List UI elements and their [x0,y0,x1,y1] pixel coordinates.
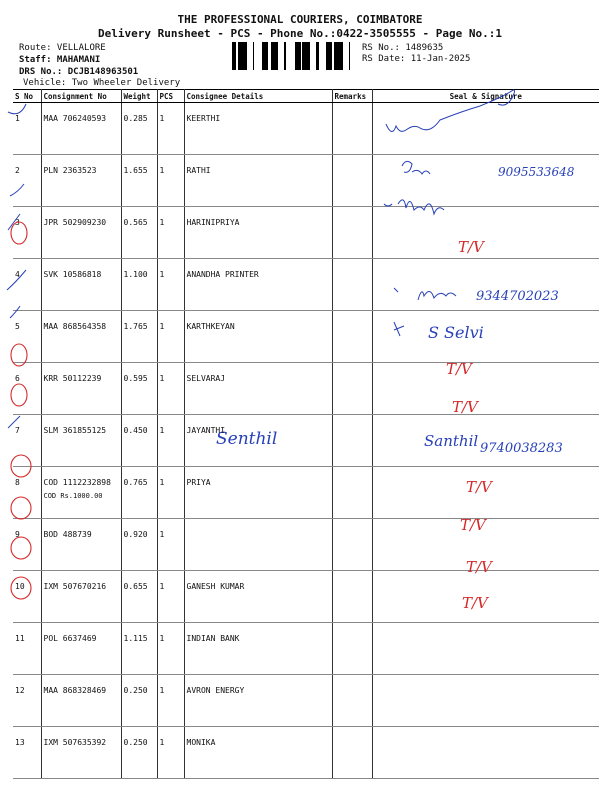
row-pcs [157,519,184,571]
row-weight [121,363,157,415]
row-consignment [41,571,121,623]
col-remarks: Remarks [332,90,372,103]
row-weight-text: 0.450 [123,426,148,435]
row-remarks [332,207,372,259]
route: Route: VELLALORE [19,43,106,53]
table-row [13,519,599,571]
row-weight-text: 0.250 [123,738,148,747]
row-consignment-text: MAA 868564358 [43,322,107,331]
row-consignee [184,155,332,207]
row-consignee-text: AVRON ENERGY [186,686,245,695]
row-consignee-text: JAYANTHI [186,426,226,435]
row-remarks [332,467,372,519]
row-consignee [184,675,332,727]
table-row [13,155,599,207]
row-sno-text: 2 [15,166,20,175]
row-signature [372,103,599,155]
row-weight-text: 1.655 [123,166,148,175]
row-pcs-text: 1 [159,114,165,123]
row-signature [372,727,599,779]
row-consignee [184,519,332,571]
row-pcs-text: 1 [159,582,165,591]
row-weight-text: 0.595 [123,374,148,383]
drs-number: DRS No.: DCJB148963501 [19,67,139,77]
table-row [13,311,599,363]
row-weight-text: 1.765 [123,322,148,331]
row-consignment [41,363,121,415]
vehicle: Vehicle: Two Wheeler Delivery [23,78,181,88]
row-sno [13,103,41,155]
row-consignee-text: SELVARAJ [186,374,226,383]
row-weight-text: 0.765 [123,478,148,487]
row-remarks [332,311,372,363]
tiv-mark: T/V [462,594,488,612]
row9-name: Santhil [424,432,479,450]
runsheet-table [13,89,599,779]
row-weight [121,415,157,467]
row-consignee-text: RATHI [186,166,211,175]
row-weight-text: 1.100 [123,270,148,279]
row-consignment-text: MAA 868328469 [43,686,107,695]
row-sno [13,519,41,571]
row-sno-text: 4 [15,270,20,279]
col-sno: S No [13,90,41,103]
row-signature [372,311,599,363]
table-row [13,623,599,675]
barcode [232,42,354,70]
col-weight: Weight [121,90,157,103]
row-consignment-text: SLM 361855125 [43,426,107,435]
row9-phone: 9740038283 [480,441,563,456]
row-weight [121,259,157,311]
row-consignment [41,311,121,363]
rs-number: RS No.: 1489635 [362,43,444,53]
row-pcs [157,311,184,363]
row-sno-text: 1 [15,114,20,123]
row-remarks [332,103,372,155]
table-row [13,415,599,467]
row-sno-text: 5 [15,322,20,331]
row-weight-text: 0.920 [123,530,148,539]
row-consignment-text: POL 6637469 [43,634,97,643]
row-signature [372,415,599,467]
row-consignee-text: INDIAN BANK [186,634,240,643]
row-consignee [184,727,332,779]
row-consignee [184,207,332,259]
row-sno [13,623,41,675]
row-pcs-text: 1 [159,374,165,383]
row-pcs-text: 1 [159,322,165,331]
row-consignment-text: KRR 50112239 [43,374,102,383]
row-consignment-text: IXM 507635392 [43,738,107,747]
tiv-mark: T/V [460,516,486,534]
row-pcs-text: 1 [159,634,165,643]
tiv-mark: T/V [466,478,492,496]
row-remarks [332,519,372,571]
table-row [13,259,599,311]
row-consignment-text: JPR 502909230 [43,218,107,227]
row-consignee-text: HARINIPRIYA [186,218,240,227]
row-signature [372,571,599,623]
row-remarks [332,259,372,311]
row-consignee [184,415,332,467]
row-consignee-text: PRIYA [186,478,211,487]
table-row [13,467,599,519]
row-sno-text: 7 [15,426,20,435]
row-remarks [332,571,372,623]
row-signature [372,519,599,571]
row-pcs [157,207,184,259]
row-sno-text: 12 [15,686,25,695]
row-sno [13,155,41,207]
col-signature: Seal & Signature [372,90,599,103]
row-consignment [41,675,121,727]
rs-date: RS Date: 11-Jan-2025 [362,54,471,64]
row-sno-text: 13 [15,738,25,747]
row-weight [121,207,157,259]
row-consignee [184,259,332,311]
row-consignee [184,311,332,363]
row-consignment-text: IXM 507670216 [43,582,107,591]
table-row [13,571,599,623]
row-consignment [41,103,121,155]
row-pcs-text: 1 [159,738,165,747]
row-sno [13,311,41,363]
row-remarks [332,415,372,467]
staff: Staff: MAHAMANI [19,55,101,65]
row-consignment-text: SVK 10586818 [43,270,102,279]
row-consignee-text: GANESH KUMAR [186,582,245,591]
row-pcs-text: 1 [159,686,165,695]
tiv-mark: T/V [466,558,492,576]
row-consignment-text: PLN 2363523 [43,166,97,175]
row-sno [13,727,41,779]
row-signature [372,623,599,675]
row-pcs [157,623,184,675]
row-weight-text: 0.655 [123,582,148,591]
row-weight-text: 0.285 [123,114,148,123]
row-sno-text: 3 [15,218,20,227]
row-weight [121,155,157,207]
row2-phone: 9095533648 [498,165,575,179]
table-row [13,103,599,155]
row-pcs [157,155,184,207]
row-remarks [332,675,372,727]
row-sno [13,571,41,623]
row-weight [121,103,157,155]
cod-amount: COD Rs.1000.00 [43,492,103,500]
row-pcs-text: 1 [159,530,165,539]
row-weight-text: 0.565 [123,218,148,227]
row-consignment [41,623,121,675]
row-signature [372,207,599,259]
row-sno-text: 9 [15,530,20,539]
row-weight-text: 1.115 [123,634,148,643]
row-consignment [41,519,121,571]
row-consignment [41,727,121,779]
col-consignment: Consignment No [41,90,121,103]
row-pcs-text: 1 [159,218,165,227]
row-consignee-text: ANANDHA PRINTER [186,270,259,279]
row-signature [372,155,599,207]
row-consignment [41,467,121,519]
row-consignment [41,259,121,311]
row-remarks [332,155,372,207]
table-row [13,363,599,415]
row-sno-text: 10 [15,582,25,591]
row-consignee [184,623,332,675]
row-pcs [157,727,184,779]
row5-phone: 9344702023 [476,289,559,304]
col-pcs: PCS [157,90,184,103]
row9-consignee-signature: Senthil [216,429,278,449]
row-consignee [184,571,332,623]
runsheet-title: Delivery Runsheet - PCS - Phone No.:0422-3505555 - Page No.:1 [98,27,502,40]
row-pcs [157,675,184,727]
table-row [13,675,599,727]
row-sno [13,207,41,259]
row-consignment [41,155,121,207]
company-name: THE PROFESSIONAL COURIERS, COIMBATORE [177,13,423,26]
row-pcs [157,571,184,623]
row-pcs [157,363,184,415]
table-row [13,207,599,259]
row-consignee [184,363,332,415]
row-weight [121,623,157,675]
row-pcs [157,467,184,519]
col-consignee: Consignee Details [184,90,332,103]
row-sno [13,363,41,415]
row-consignee [184,103,332,155]
row-consignee-text: MONIKA [186,738,216,747]
row-signature [372,363,599,415]
row-pcs-text: 1 [159,270,165,279]
row-consignee-text: KARTHKEYAN [186,322,235,331]
row-weight [121,311,157,363]
row-remarks [332,727,372,779]
row-consignment-text: BOD 488739 [43,530,92,539]
row-remarks [332,623,372,675]
row-sno-text: 11 [15,634,25,643]
row-pcs [157,103,184,155]
row-consignment [41,415,121,467]
row-sno [13,675,41,727]
row-sno [13,415,41,467]
row-weight [121,571,157,623]
row-consignment [41,207,121,259]
tiv-mark: T/V [458,238,484,256]
row-sno-text: 6 [15,374,20,383]
row-signature [372,259,599,311]
row-consignee [184,467,332,519]
row-consignee-text: KEERTHI [186,114,221,123]
row-pcs-text: 1 [159,478,165,487]
table-row [13,727,599,779]
row-weight [121,467,157,519]
row-pcs-text: 1 [159,426,165,435]
row-sno [13,467,41,519]
table-header-row [13,90,599,103]
row-sno-text: 8 [15,478,20,487]
row-pcs-text: 1 [159,166,165,175]
tiv-mark: T/V [446,360,472,378]
row-pcs [157,259,184,311]
row-consignment-text: MAA 706240593 [43,114,107,123]
row-weight [121,519,157,571]
row-consignment-text: COD 1112232898 [43,478,111,487]
row-remarks [332,363,372,415]
row-weight [121,727,157,779]
tiv-mark: T/V [452,398,478,416]
row-signature [372,675,599,727]
row-weight-text: 0.250 [123,686,148,695]
row6-name: S Selvi [428,323,484,342]
row-weight [121,675,157,727]
row-pcs [157,415,184,467]
row-sno [13,259,41,311]
row-signature [372,467,599,519]
